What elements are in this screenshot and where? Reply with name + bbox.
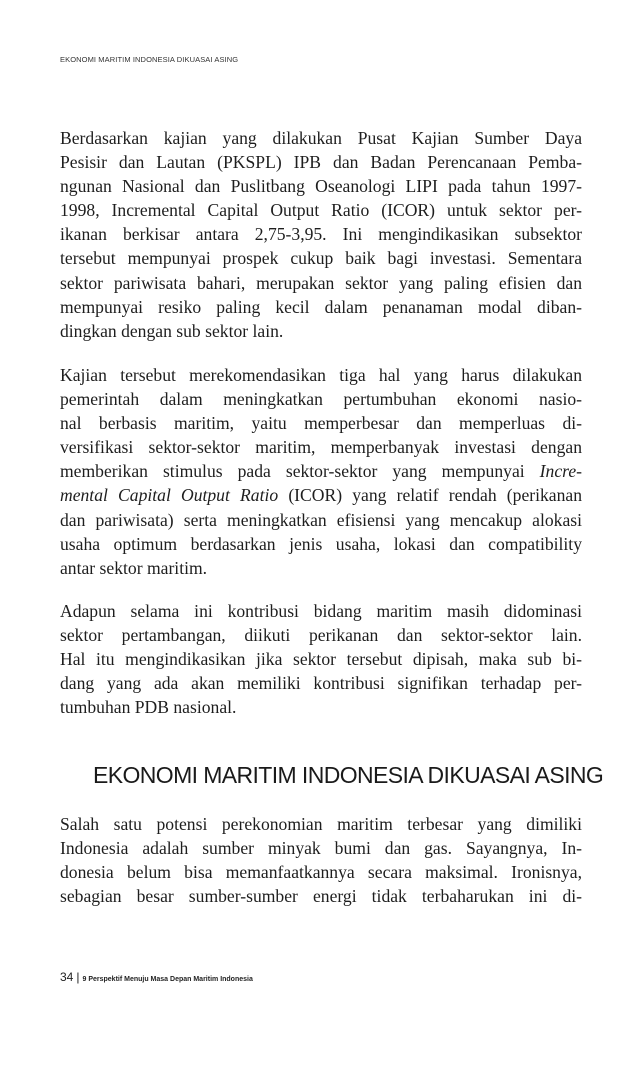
text-line: sektor pariwisata bahari, merupakan sektor yang paling efisien dan (60, 272, 582, 293)
text-line: sektor pertambangan, diikuti perikanan dan sektor-sektor lain. (60, 625, 582, 646)
running-header: EKONOMI MARITIM INDONESIA DIKUASAI ASING (60, 55, 239, 64)
text-line: pemerintah dalam meningkatkan pertumbuhan ekonomi nasio- (60, 389, 582, 410)
paragraph-2 (60, 363, 582, 580)
text-line: versifikasi sektor-sektor maritim, memperbanyak investasi dengan (60, 437, 582, 458)
text-line: usaha optimum berdasarkan jenis usaha, lokasi dan compatibility (60, 533, 582, 554)
paragraph-1 (60, 126, 582, 343)
page-footer (60, 968, 253, 986)
text-line (60, 483, 582, 507)
text-line (60, 459, 582, 483)
text-line: nal berbasis maritim, yaitu memperbesar dan memperluas di- (60, 413, 582, 434)
text-line: 1998, Incremental Capital Output Ratio (ICOR) untuk sektor per- (60, 200, 582, 221)
text-line: dang yang ada akan memiliki kontribusi signifikan terhadap per- (60, 673, 582, 694)
text-line: Berdasarkan kajian yang dilakukan Pusat Kajian Sumber Daya (60, 128, 582, 148)
text-line: tersebut mempunyai prospek cukup baik bagi investasi. Sementara (60, 248, 582, 269)
text-line: Kajian tersebut merekomendasikan tiga hal yang harus dilakukan (60, 365, 582, 385)
text-line: Hal itu mengindikasikan jika sektor tersebut dipisah, maka sub bi- (60, 649, 582, 670)
text-line: tumbuhan PDB nasional. (60, 697, 237, 718)
italic-term: mental Capital Output Ratio (60, 485, 279, 506)
page-number: 34 (60, 970, 74, 984)
text-line: antar sektor maritim. (60, 557, 208, 578)
text-line: Indonesia adalah sumber minyak bumi dan gas. Sayangnya, In- (60, 838, 582, 859)
text-line: Pesisir dan Lautan (PKSPL) IPB dan Badan Perencanaan Pemba- (60, 152, 582, 173)
paragraph-4 (60, 812, 582, 908)
text-line: dan pariwisata) serta meningkatkan efisiensi yang mencakup alokasi (60, 509, 582, 530)
text-line: Salah satu potensi perekonomian maritim terbesar yang dimiliki (60, 814, 582, 834)
text-run: (ICOR) yang relatif rendah (perikanan (278, 485, 583, 506)
text-line: mempunyai resiko paling kecil dalam penanaman modal diban- (60, 296, 582, 317)
text-line: ngunan Nasional dan Puslitbang Oseanologi LIPI pada tahun 1997- (60, 176, 582, 197)
section-heading: EKONOMI MARITIM INDONESIA DIKUASAI ASING (93, 762, 604, 788)
italic-term: Incre- (539, 461, 582, 482)
text-line: sebagian besar sumber-sumber energi tidak terbaharukan ini di- (60, 886, 582, 907)
text-run: memberikan stimulus pada sektor-sektor yang mempunyai (60, 461, 540, 482)
paragraph-3 (60, 599, 582, 719)
text-line: ikanan berkisar antara 2,75-3,95. Ini mengindikasikan subsektor (60, 224, 582, 245)
text-line: Adapun selama ini kontribusi bidang maritim masih didominasi (60, 601, 582, 621)
book-title: 9 Perspektif Menuju Masa Depan Maritim Indonesia (82, 976, 253, 983)
text-line: donesia belum bisa memanfaatkannya secara maksimal. Ironisnya, (60, 862, 582, 883)
footer-separator: | (76, 970, 80, 984)
text-line: dingkan dengan sub sektor lain. (60, 320, 284, 341)
